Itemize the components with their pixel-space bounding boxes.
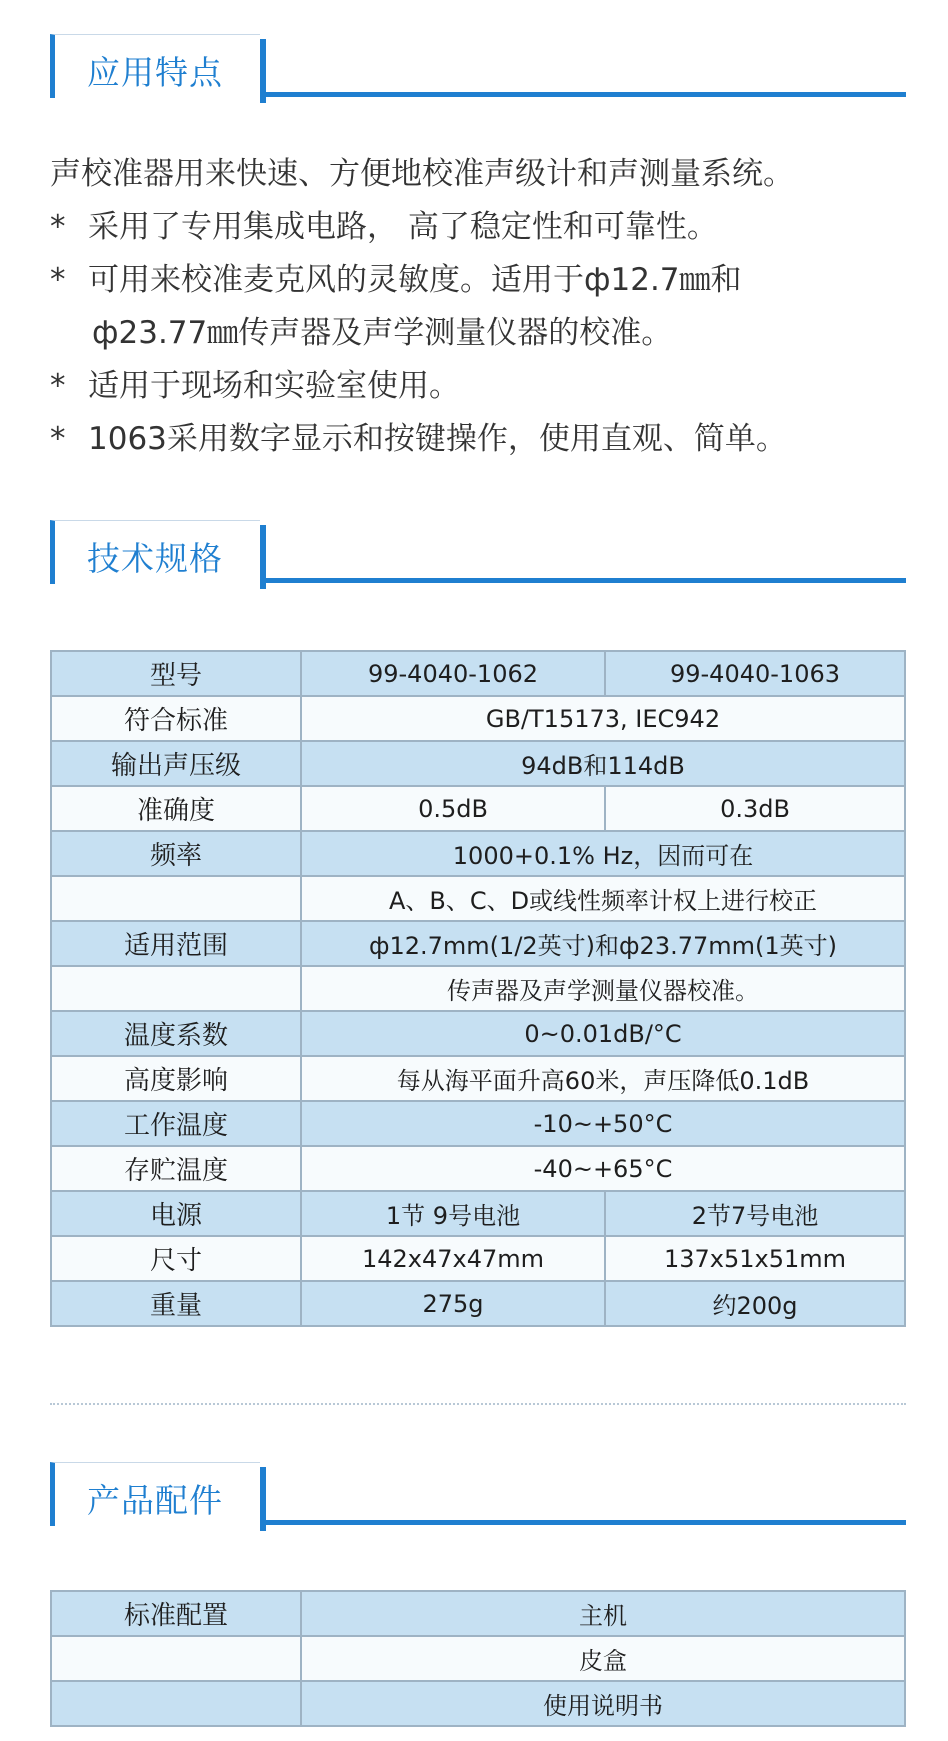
section-title-box — [50, 520, 260, 584]
row-label-empty — [51, 1681, 301, 1726]
row-label: 准确度 — [51, 786, 301, 831]
section-title-box — [50, 1462, 260, 1526]
bullet-mark: * — [50, 209, 66, 245]
row-label: 输出声压级 — [51, 741, 301, 786]
row-label: 标准配置 — [51, 1591, 301, 1636]
feature-text: ф23.77㎜传声器及声学测量仪器的校准。 — [92, 315, 673, 351]
bullet-mark: * — [50, 421, 66, 457]
features-list — [50, 148, 930, 466]
row-label: 适用范围 — [51, 921, 301, 966]
table-row — [51, 1281, 905, 1326]
row-label: 高度影响 — [51, 1056, 301, 1101]
row-label: 温度系数 — [51, 1011, 301, 1056]
table-row — [51, 921, 905, 966]
cell-value: 137x51x51mm — [605, 1236, 905, 1281]
cell-value: GB/T15173, IEC942 — [301, 696, 905, 741]
section-title: 应用特点 — [87, 53, 223, 92]
section-rule — [260, 1520, 906, 1525]
table-row — [51, 696, 905, 741]
spec-table — [50, 650, 906, 1327]
cell-value: 275g — [301, 1281, 605, 1326]
feature-text: 采用了专用集成电路， 高了稳定性和可靠性。 — [88, 209, 718, 245]
row-label-empty — [51, 1636, 301, 1681]
cell-value: 142x47x47mm — [301, 1236, 605, 1281]
table-row — [51, 1191, 905, 1236]
features-section-header — [50, 34, 906, 104]
feature-text: 可用来校准麦克风的灵敏度。适用于ф12.7㎜和 — [88, 262, 742, 298]
row-label: 工作温度 — [51, 1101, 301, 1146]
list-item-continuation — [50, 307, 930, 360]
section-rule — [260, 92, 906, 97]
dotted-divider — [50, 1403, 906, 1407]
table-row — [51, 1236, 905, 1281]
cell-value: 99-4040-1062 — [301, 651, 605, 696]
cell-value: 94dB和114dB — [301, 741, 905, 786]
section-title-box — [50, 34, 260, 98]
list-item — [50, 201, 930, 254]
section-rule — [260, 578, 906, 583]
cell-value: ф12.7mm(1/2英寸)和ф23.77mm(1英寸) — [301, 921, 905, 966]
row-label: 重量 — [51, 1281, 301, 1326]
cell-value: 传声器及声学测量仪器校准。 — [301, 966, 905, 1011]
feature-text: 适用于现场和实验室使用。 — [88, 368, 460, 404]
table-row — [51, 1636, 905, 1681]
cell-value: 99-4040-1063 — [605, 651, 905, 696]
list-item — [50, 360, 930, 413]
row-label: 尺寸 — [51, 1236, 301, 1281]
table-row — [51, 1056, 905, 1101]
table-row — [51, 1681, 905, 1726]
cell-value: -40~+65°C — [301, 1146, 905, 1191]
row-label-empty — [51, 966, 301, 1011]
section-title: 产品配件 — [87, 1481, 223, 1520]
cell-value: 0.3dB — [605, 786, 905, 831]
cell-value: 0~0.01dB/°C — [301, 1011, 905, 1056]
table-row — [51, 1146, 905, 1191]
accessory-table — [50, 1590, 906, 1727]
table-row — [51, 1591, 905, 1636]
cell-value: 1节 9号电池 — [301, 1191, 605, 1236]
table-row — [51, 786, 905, 831]
row-label: 电源 — [51, 1191, 301, 1236]
cell-value: 主机 — [301, 1591, 905, 1636]
row-label: 频率 — [51, 831, 301, 876]
table-row — [51, 876, 905, 921]
row-label: 型号 — [51, 651, 301, 696]
table-row — [51, 966, 905, 1011]
table-row — [51, 741, 905, 786]
cell-value: 约200g — [605, 1281, 905, 1326]
cell-value: A、B、C、D或线性频率计权上进行校正 — [301, 876, 905, 921]
features-intro: 声校准器用来快速、方便地校准声级计和声测量系统。 — [50, 156, 794, 192]
specs-section-header — [50, 520, 906, 590]
bullet-mark: * — [50, 262, 66, 298]
bullet-mark: * — [50, 368, 66, 404]
list-item — [50, 413, 930, 466]
accessories-section-header — [50, 1462, 906, 1532]
cell-value: 皮盒 — [301, 1636, 905, 1681]
row-label: 存贮温度 — [51, 1146, 301, 1191]
table-row — [51, 651, 905, 696]
cell-value: 每从海平面升高60米，声压降低0.1dB — [301, 1056, 905, 1101]
cell-value: -10~+50°C — [301, 1101, 905, 1146]
cell-value: 使用说明书 — [301, 1681, 905, 1726]
row-label-empty — [51, 876, 301, 921]
table-row — [51, 1101, 905, 1146]
row-label: 符合标准 — [51, 696, 301, 741]
table-row — [51, 831, 905, 876]
table-row — [51, 1011, 905, 1056]
cell-value: 0.5dB — [301, 786, 605, 831]
cell-value: 2节7号电池 — [605, 1191, 905, 1236]
cell-value: 1000+0.1% Hz，因而可在 — [301, 831, 905, 876]
list-item — [50, 254, 930, 307]
feature-text: 1063采用数字显示和按键操作，使用直观、简单。 — [88, 421, 787, 457]
section-title: 技术规格 — [87, 539, 223, 578]
